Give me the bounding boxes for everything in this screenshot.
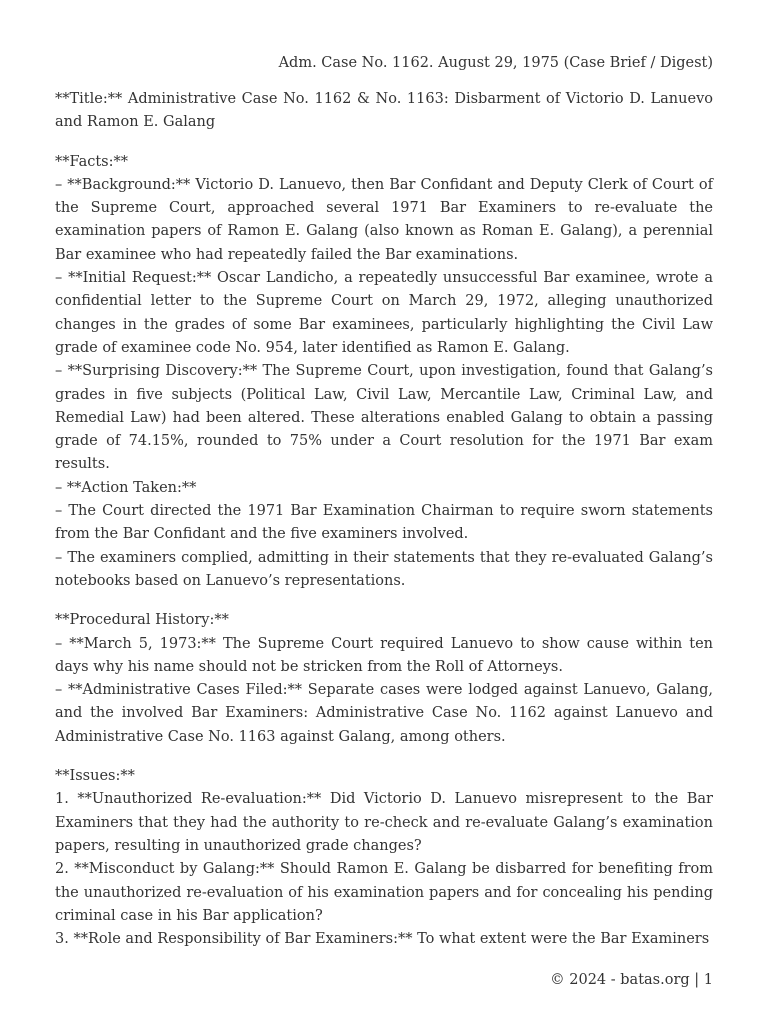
facts-initial-request: – **Initial Request:** Oscar Landicho, a repeatedly unsuccessful Bar examinee, wrote a confidential letter to the Supreme Court on March 29, 1972, alleging unauthorized changes in the grades of some Bar examinees, particularly highlighting the Civil Law grade of examinee code No. 954, later identified as Ramon E. Galang. [55,270,713,356]
procedural-history-heading: **Procedural History:** [55,612,229,629]
issues-heading: **Issues:** [55,768,135,785]
procedural-history-cases-filed: – **Administrative Cases Filed:** Separate cases were lodged against Lanuevo, Galang, and the involved Bar Examiners: Administrative Case No. 1162 against Lanuevo and Administrative Case No. 1163 against Galang, among others. [55,682,713,745]
title-paragraph: **Title:** Administrative Case No. 1162 & No. 1163: Disbarment of Victorio D. Lanuevo and Ramon E. Galang [55,91,713,131]
document-header: Adm. Case No. 1162. August 29, 1975 (Case Brief / Digest) [278,55,713,71]
facts-action-taken: – **Action Taken:** [55,479,197,496]
facts-action-1: – The Court directed the 1971 Bar Examination Chairman to require sworn statements from the Bar Confidant and the five examiners involved. [55,503,713,543]
facts-heading: **Facts:** [55,153,128,170]
issue-2: 2. **Misconduct by Galang:** Should Ramon E. Galang be disbarred for benefiting from the unauthorized re-evaluation of his examination papers and for concealing his pending criminal case in his Bar application? [55,861,713,924]
page-footer: © 2024 - batas.org | 1 [550,972,713,988]
issues-section [55,765,713,951]
facts-background: – **Background:** Victorio D. Lanuevo, then Bar Confidant and Deputy Clerk of Court of the Supreme Court, approached several 1971 Bar Examiners to re-evaluate the examination papers of Ramon E. Galang (also known as Roman E. Galang), a perennial Bar examinee who had repeatedly failed the Bar examinations. [55,176,713,263]
issue-3: 3. **Role and Responsibility of Bar Examiners:** To what extent were the Bar Examiners [55,931,710,948]
facts-surprising-discovery: – **Surprising Discovery:** The Supreme Court, upon investigation, found that Galang’s grades in five subjects (Political Law, Civil Law, Mercantile Law, Criminal Law, and Remedial Law) had been altered. These alterations enabled Galang to obtain a passing grade of 74.15%, rounded to 75% under a Court resolution for the 1971 Bar exam results. [55,363,713,473]
procedural-history-section [55,609,713,749]
facts-section [55,151,713,594]
document-body [55,88,713,967]
issue-1: 1. **Unauthorized Re-evaluation:** Did Victorio D. Lanuevo misrepresent to the Bar Examiners that they had the authority to re-check and re-evaluate Galang’s examination papers, resulting in unauthorized grade changes? [55,791,713,854]
facts-action-2: – The examiners complied, admitting in their statements that they re-evaluated Galang’s notebooks based on Lanuevo’s representations. [55,549,713,589]
procedural-history-march-5: – **March 5, 1973:** The Supreme Court required Lanuevo to show cause within ten days why his name should not be stricken from the Roll of Attorneys. [55,635,713,675]
